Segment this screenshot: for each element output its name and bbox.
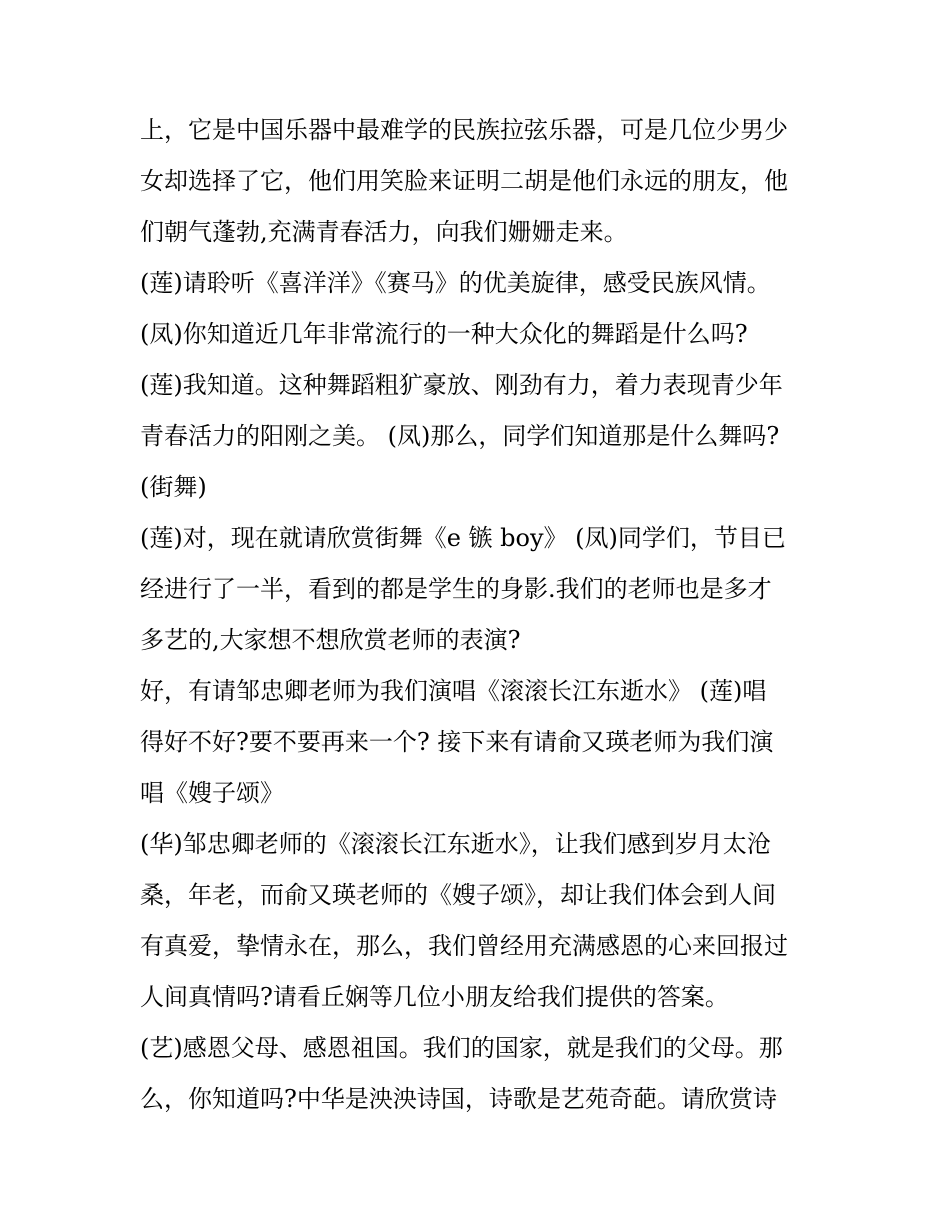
text-line: 桑，年老，而俞又瑛老师的《嫂子颂》，却让我们体会到人间 bbox=[140, 881, 776, 909]
text-line: (艺)感恩父母、感恩祖国。我们的国家，就是我们的父母。那 bbox=[140, 1034, 783, 1062]
text-line: (莲)我知道。这种舞蹈粗犷豪放、刚劲有力，着力表现青少年 bbox=[140, 371, 783, 399]
text-line: 们朝气蓬勃,充满青春活力，向我们姗姗走来。 bbox=[140, 218, 628, 246]
text-line: (莲)请聆听《喜洋洋》《赛马》的优美旋律，感受民族风情。 bbox=[140, 269, 771, 297]
text-line: 上，它是中国乐器中最难学的民族拉弦乐器，可是几位少男少 bbox=[140, 116, 788, 144]
text-line: 经进行了一半，看到的都是学生的身影.我们的老师也是多才 bbox=[140, 575, 772, 603]
text-line: 么，你知道吗?中华是泱泱诗国，诗歌是艺苑奇葩。请欣赏诗 bbox=[140, 1085, 777, 1113]
text-line: 得好不好?要不要再来一个? 接下来有请俞又瑛老师为我们演 bbox=[140, 728, 774, 756]
document-body bbox=[140, 105, 830, 1125]
text-line: 好，有请邹忠卿老师为我们演唱《滚滚长江东逝水》 (莲)唱 bbox=[140, 677, 767, 705]
text-line: (凤)你知道近几年非常流行的一种大众化的舞蹈是什么吗? bbox=[140, 320, 748, 348]
text-line: 人间真情吗?请看丘娴等几位小朋友给我们提供的答案。 bbox=[140, 983, 729, 1011]
text-line: 多艺的,大家想不想欣赏老师的表演? bbox=[140, 626, 521, 654]
text-line: 有真爱，挚情永在，那么，我们曾经用充满感恩的心来回报过 bbox=[140, 932, 788, 960]
text-line: 青春活力的阳刚之美。 (凤)那么，同学们知道那是什么舞吗? bbox=[140, 422, 780, 450]
text-line: 女却选择了它，他们用笑脸来证明二胡是他们永远的朋友，他 bbox=[140, 167, 788, 195]
text-line: 唱《嫂子颂》 bbox=[140, 779, 284, 807]
text-line: (街舞) bbox=[140, 473, 207, 501]
text-line: (华)邹忠卿老师的《滚滚长江东逝水》，让我们感到岁月太沧 bbox=[140, 830, 771, 858]
text-line: (莲)对，现在就请欣赏街舞《e 镞 boy》 (凤)同学们，节目已 bbox=[140, 524, 786, 552]
